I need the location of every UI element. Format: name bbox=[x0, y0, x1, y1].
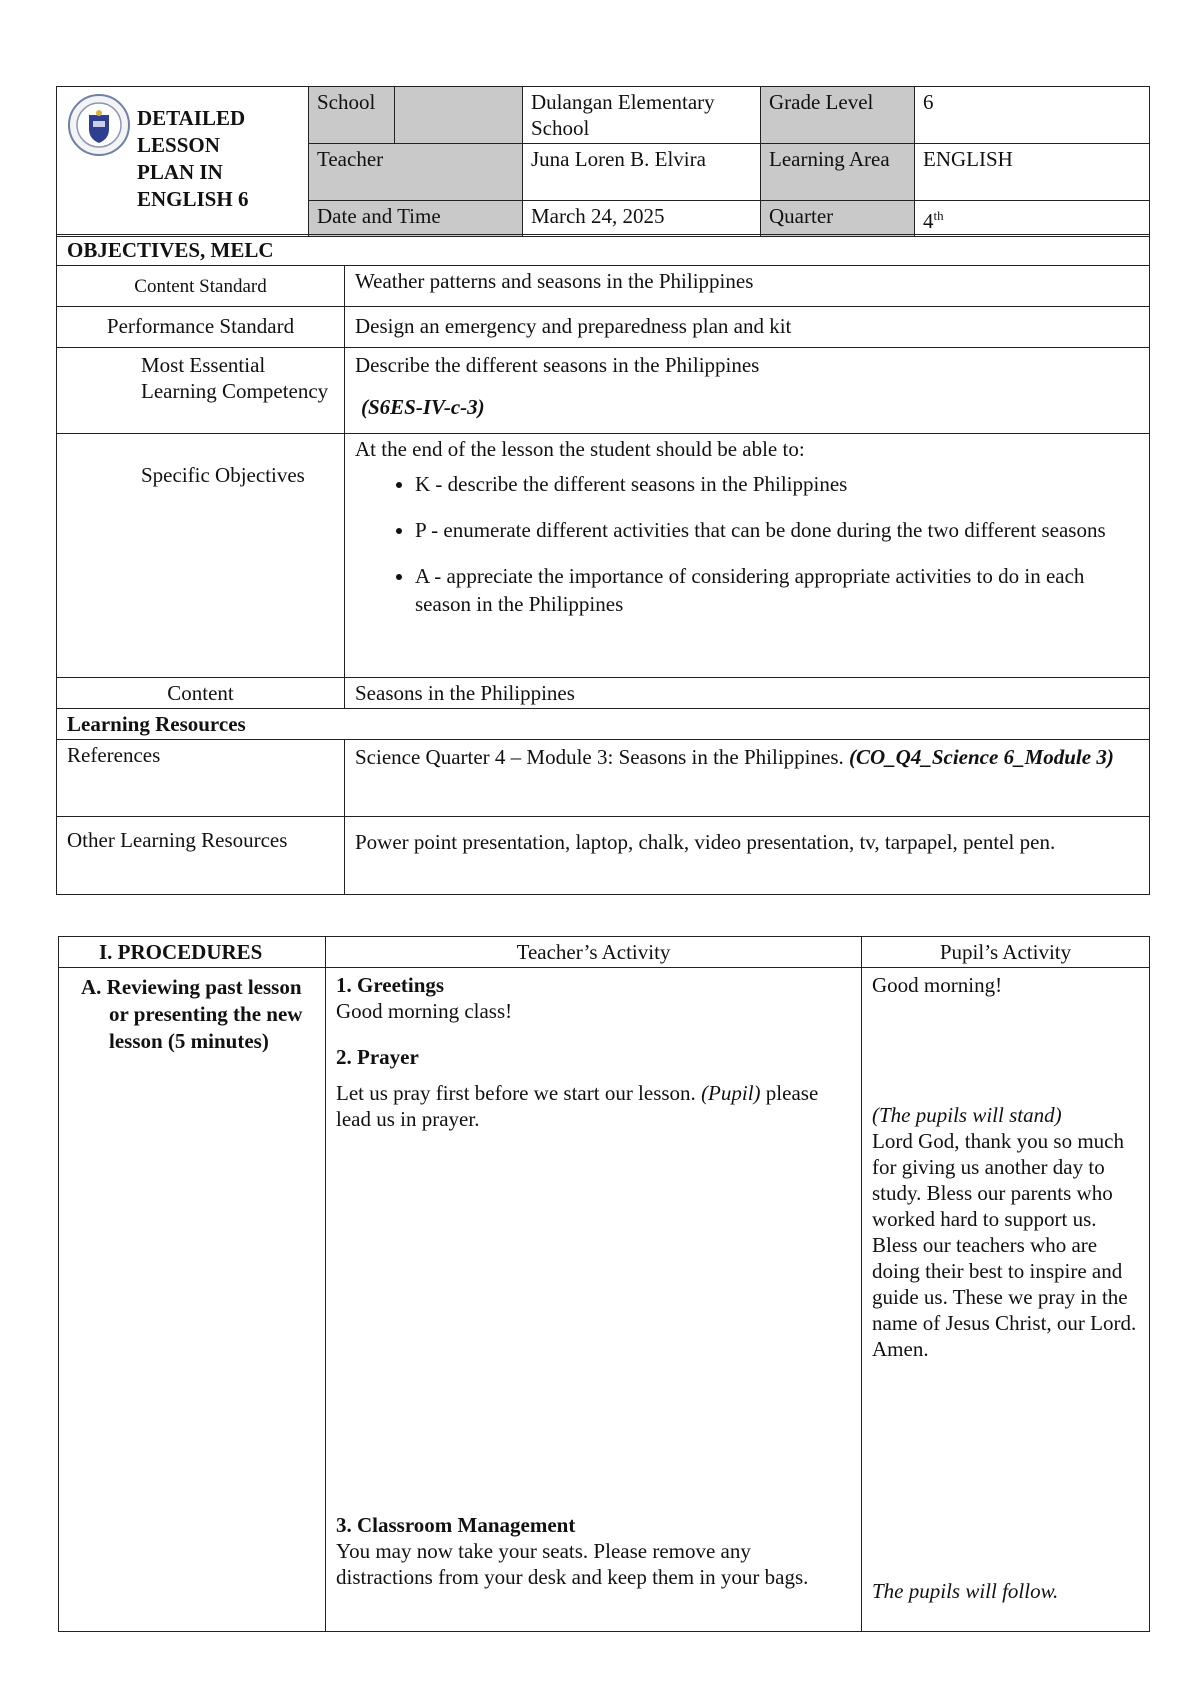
objective-item: • P - enumerate different activities that can be done during the two different seasons bbox=[415, 516, 1139, 544]
prayer-title: 2. Prayer bbox=[336, 1045, 419, 1069]
pupil-activity-header: Pupil’s Activity bbox=[862, 937, 1150, 968]
procedures-header: I. PROCEDURES bbox=[59, 937, 326, 968]
prayer-text-end: please lead us in prayer. bbox=[336, 1081, 819, 1131]
learning-area-value: ENGLISH bbox=[915, 144, 1150, 201]
melc-code: (S6ES-IV-c-3) bbox=[361, 395, 485, 419]
objectives-section-title: OBJECTIVES, MELC bbox=[57, 235, 1150, 266]
teacher-value: Juna Loren B. Elvira bbox=[523, 144, 761, 201]
procedure-step-cell bbox=[59, 968, 326, 1632]
pupil-prayer-text: Lord God, thank you so much for giving us another day to study. Bless our parents who worked hard to support us. Bless our teachers who are doing their best to inspire and guide us. These we pray in the name of Jesus Christ, our Lord. Amen. bbox=[872, 1129, 1137, 1361]
school-label: School bbox=[309, 87, 395, 144]
teacher-activity-cell bbox=[326, 968, 862, 1632]
classroom-management-title: 3. Classroom Management bbox=[336, 1513, 576, 1537]
title-line: DETAILED bbox=[137, 106, 246, 130]
title-line: PLAN IN bbox=[137, 160, 223, 184]
performance-standard-value: Design an emergency and preparedness plan and kit bbox=[345, 307, 1150, 348]
other-resources-label: Other Learning Resources bbox=[57, 817, 345, 895]
references-cell bbox=[345, 740, 1150, 817]
school-label-blank bbox=[395, 87, 523, 144]
grade-value: 6 bbox=[915, 87, 1150, 144]
procedure-step-label: A. Reviewing past lesson or presenting the new lesson (5 minutes) bbox=[81, 975, 303, 1053]
teacher-label: Teacher bbox=[309, 144, 523, 201]
melc-value: Describe the different seasons in the Philippines bbox=[355, 353, 760, 377]
references-label: References bbox=[57, 740, 345, 817]
quarter-value bbox=[915, 201, 1150, 237]
content-label: Content bbox=[57, 678, 345, 709]
other-resources-value: Power point presentation, laptop, chalk, video presentation, tv, tarpapel, pentel pen. bbox=[345, 817, 1150, 895]
school-value: Dulangan Elementary School bbox=[523, 87, 761, 144]
learning-area-label: Learning Area bbox=[761, 144, 915, 201]
prayer-text bbox=[336, 1080, 851, 1132]
melc-label: Most Essential Learning Competency bbox=[57, 348, 345, 434]
content-value: Seasons in the Philippines bbox=[345, 678, 1150, 709]
title-cell bbox=[57, 87, 309, 237]
classroom-management-text: You may now take your seats. Please remove any distractions from your desk and keep them in your bags. bbox=[336, 1539, 809, 1589]
grade-label: Grade Level bbox=[761, 87, 915, 144]
prayer-text-main: Let us pray first before we start our lesson. bbox=[336, 1081, 696, 1105]
performance-standard-label: Performance Standard bbox=[57, 307, 345, 348]
specific-objectives-list bbox=[355, 470, 1139, 618]
melc-cell bbox=[345, 348, 1150, 434]
teacher-activity-header: Teacher’s Activity bbox=[326, 937, 862, 968]
specific-objectives-label: Specific Objectives bbox=[57, 434, 345, 678]
references-code: (CO_Q4_Science 6_Module 3) bbox=[849, 745, 1114, 769]
pupil-prayer-block bbox=[872, 1102, 1139, 1362]
deped-seal-icon bbox=[67, 93, 131, 157]
specific-objectives-cell bbox=[345, 434, 1150, 678]
lesson-plan-header bbox=[56, 86, 1150, 237]
content-standard-value: Weather patterns and seasons in the Philippines bbox=[345, 266, 1150, 307]
objectives-table bbox=[56, 234, 1150, 895]
procedures-table bbox=[58, 936, 1150, 1632]
date-value: March 24, 2025 bbox=[523, 201, 761, 237]
pupil-follow-note: The pupils will follow. bbox=[872, 1579, 1059, 1603]
pupil-stand-note: (The pupils will stand) bbox=[872, 1103, 1062, 1127]
prayer-pupil: (Pupil) bbox=[701, 1081, 761, 1105]
resources-section-title: Learning Resources bbox=[57, 709, 1150, 740]
content-standard-label: Content Standard bbox=[57, 266, 345, 307]
title-line: LESSON bbox=[137, 133, 220, 157]
classroom-management-block bbox=[336, 1512, 851, 1590]
greetings-title: 1. Greetings bbox=[336, 973, 445, 997]
quarter-label: Quarter bbox=[761, 201, 915, 237]
pupil-greeting: Good morning! bbox=[872, 973, 1003, 997]
pupil-activity-cell bbox=[862, 968, 1150, 1632]
greetings-text: Good morning class! bbox=[336, 999, 513, 1023]
quarter-number: 4 bbox=[923, 209, 934, 233]
objective-item: • A - appreciate the importance of considering appropriate activities to do in each season in the Philippines bbox=[415, 562, 1139, 618]
objective-item: • K - describe the different seasons in the Philippines bbox=[415, 470, 1139, 498]
references-value: Science Quarter 4 – Module 3: Seasons in the Philippines. bbox=[355, 745, 844, 769]
date-label: Date and Time bbox=[309, 201, 523, 237]
specific-objectives-intro: At the end of the lesson the student should be able to: bbox=[355, 437, 805, 461]
quarter-suffix: th bbox=[933, 208, 944, 223]
title-line: ENGLISH 6 bbox=[137, 187, 249, 211]
